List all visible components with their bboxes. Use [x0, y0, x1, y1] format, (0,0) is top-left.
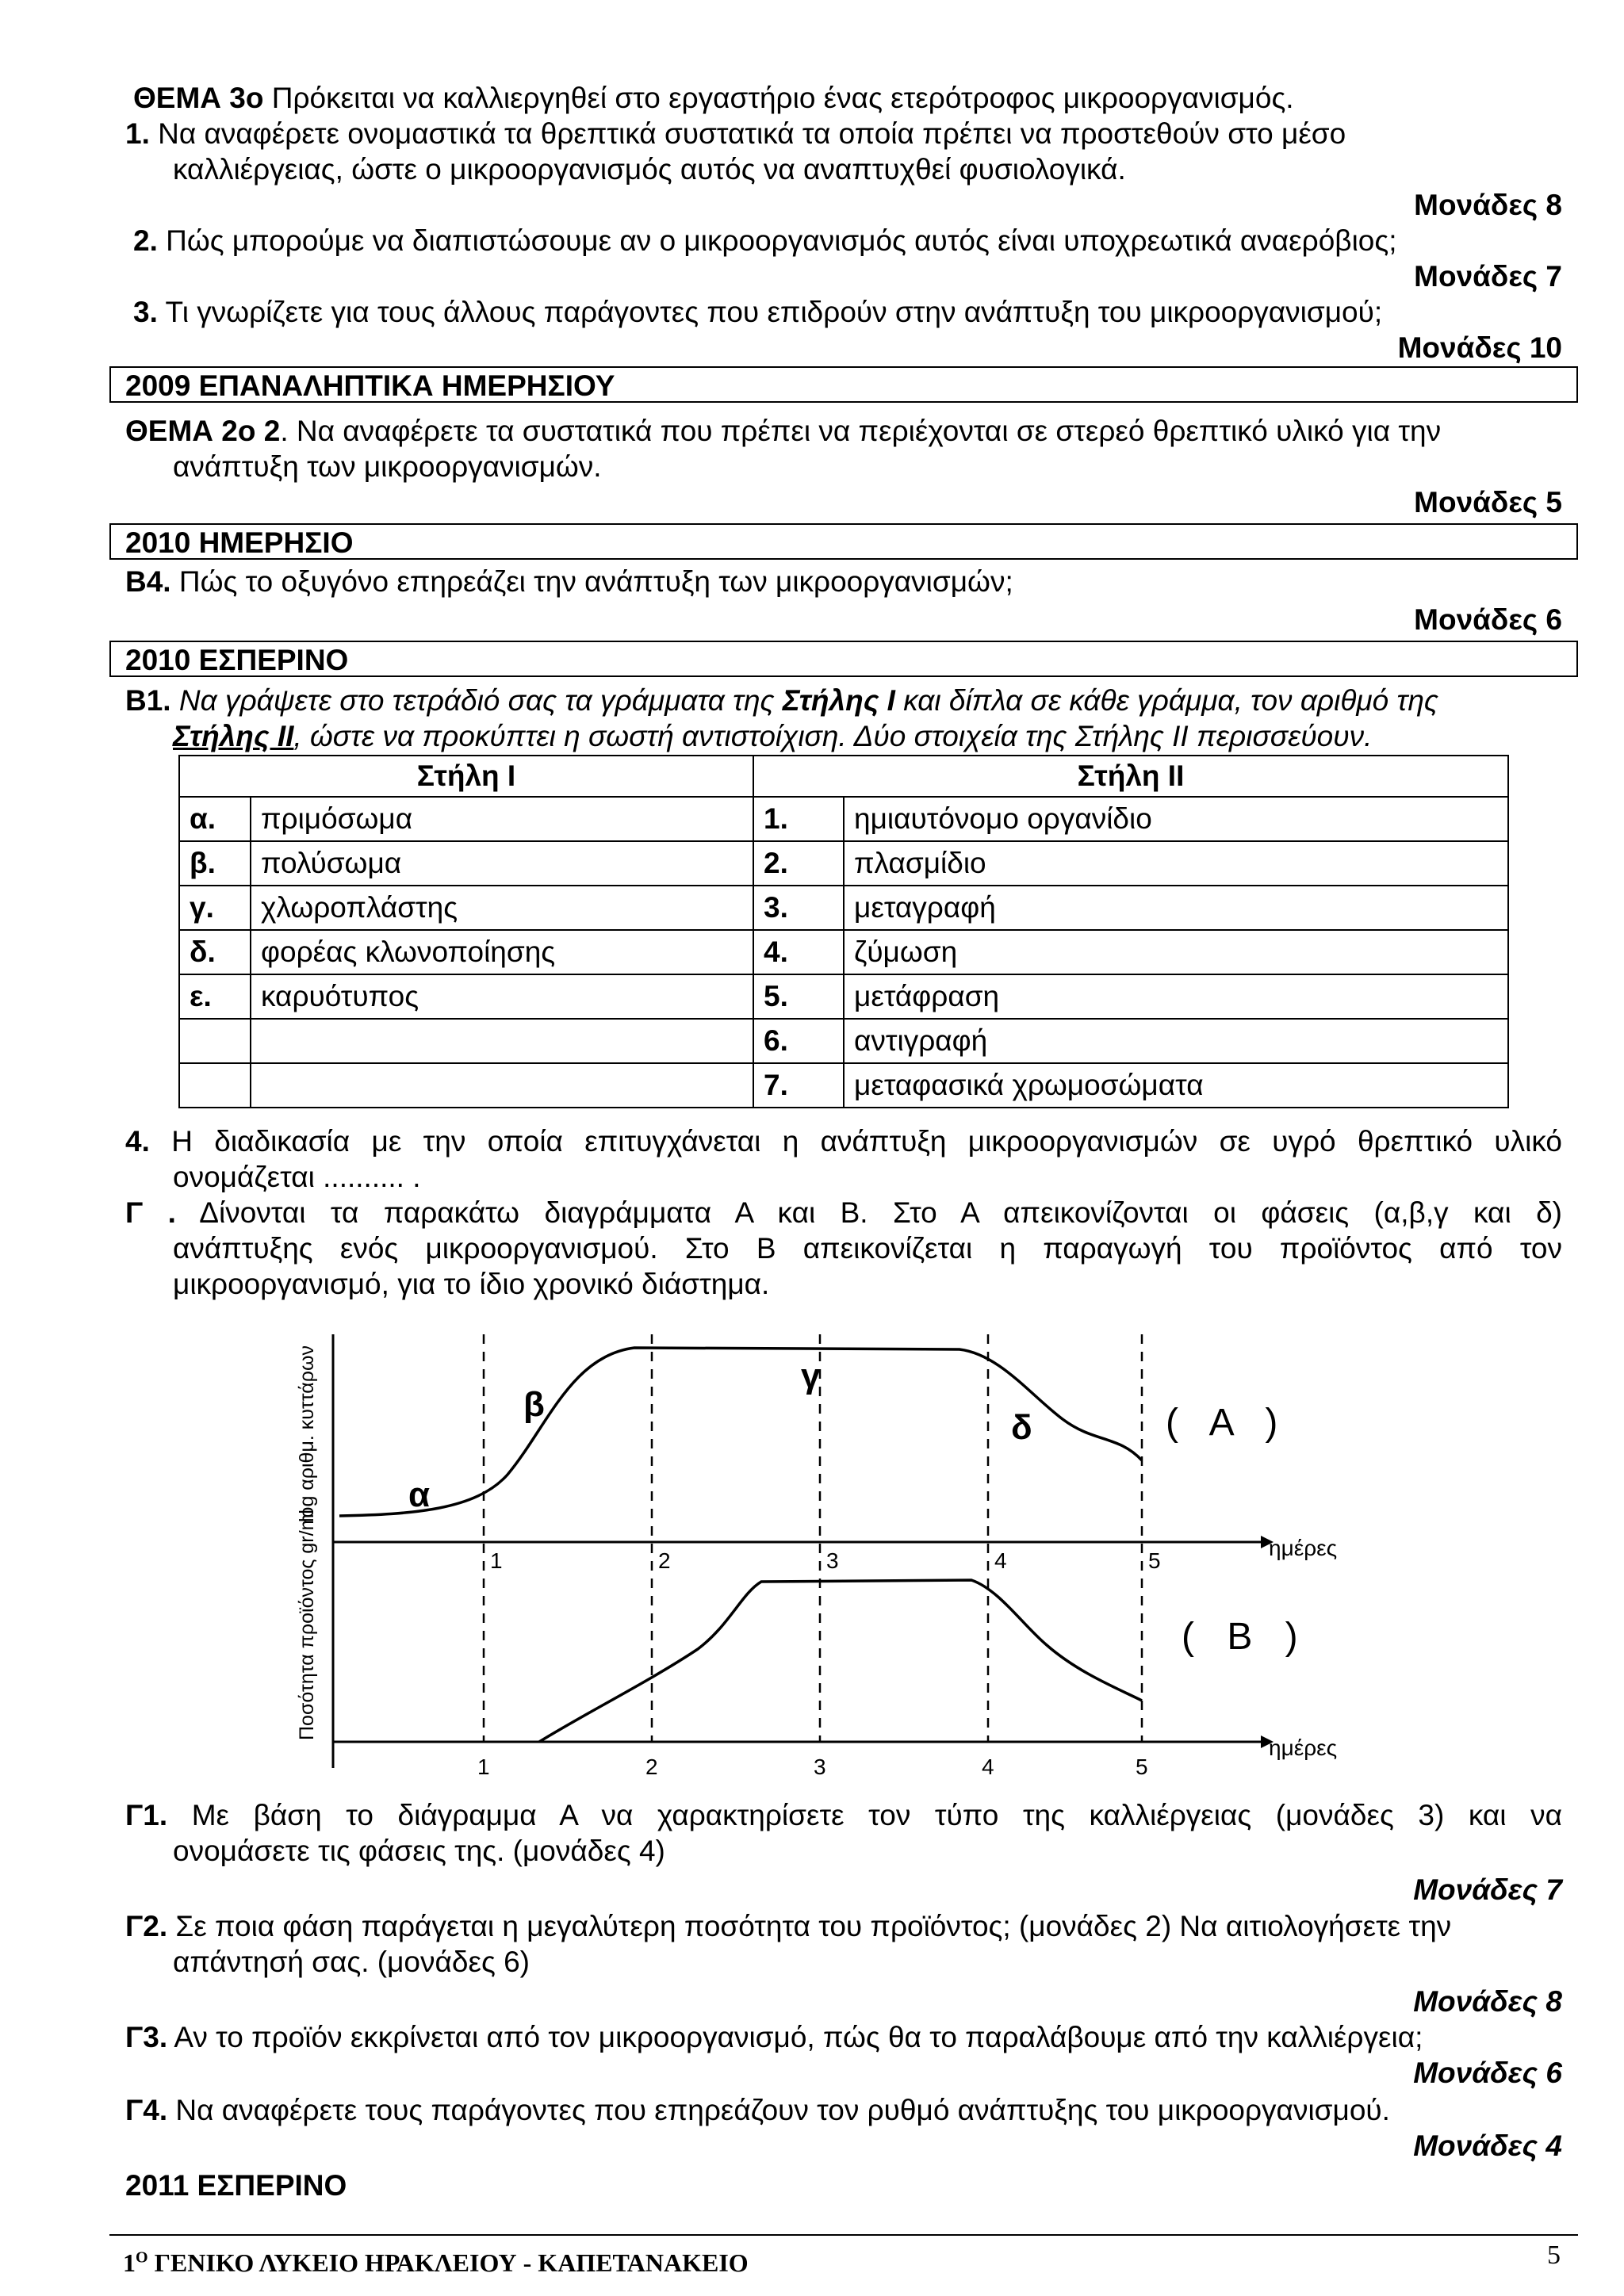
col2-value: πλασμίδιο: [844, 841, 1508, 886]
q-number: 2.: [133, 224, 158, 257]
section-header-2011: 2011 ΕΣΠΕΡΙΝΟ: [125, 2169, 347, 2202]
x-tick-label-a: 5: [1148, 1548, 1161, 1573]
footer-school: [123, 2248, 749, 2278]
q-text: Η διαδικασία με την οποία επιτυγχάνεται η ανάπτυξη μικροοργανισμών σε υγρό θρεπτικό υλικό: [149, 1125, 1562, 1158]
col2-value: μεταγραφή: [844, 886, 1508, 930]
q-label: Γ1.: [125, 1799, 168, 1831]
col2-key: 3.: [753, 886, 844, 930]
col2-key: 2.: [753, 841, 844, 886]
phase-label-delta: δ: [1011, 1408, 1032, 1447]
col2-key: 4.: [753, 930, 844, 974]
day-gridlines: [477, 1334, 1161, 1779]
column-header-2: Στήλη ΙΙ: [753, 756, 1508, 797]
q-label: Β1.: [125, 684, 171, 717]
phase-label-beta: β: [523, 1385, 545, 1424]
q-text: Σε ποια φάση παράγεται η μεγαλύτερη ποσότητα του προϊόντος; (μονάδες 2) Να αιτιολογήσετε την: [167, 1910, 1452, 1942]
x-tick-label-b: 3: [814, 1755, 826, 1779]
section-header-2009: 2009 ΕΠΑΝΑΛΗΠΤΙΚΑ ΗΜΕΡΗΣΙΟΥ: [109, 366, 1578, 403]
q-text: Τι γνωρίζετε για τους άλλους παράγοντες που επιδρούν στην ανάπτυξη του μικροοργανισμού;: [157, 296, 1383, 328]
points-label: Μονάδες 6: [1414, 603, 1562, 636]
q-text: Με βάση το διάγραμμα Α να χαρακτηρίσετε τον τύπο της καλλιέργειας (μονάδες 3) και να: [167, 1799, 1562, 1831]
points-label: Μονάδες 7: [1414, 260, 1562, 293]
q-text: Να αναφέρετε τους παράγοντες που επηρεάζουν τον ρυθμό ανάπτυξης του μικροοργανισμού.: [167, 2094, 1390, 2126]
thema3-q1-cont: καλλιέργειας, ώστε ο μικροοργανισμός αυτός να αναπτυχθεί φυσιολογικά.: [173, 153, 1126, 186]
footer-school-name: ΓΕΝΙΚΟ ΛΥΚΕΙΟ ΗΡΑΚΛΕΙΟΥ - ΚΑΠΕΤΑΝΑΚΕΙΟ: [147, 2248, 749, 2277]
col2-value: ζύμωση: [844, 930, 1508, 974]
q-label: Γ4.: [125, 2094, 168, 2126]
q4-question-cont: ονομάζεται .......... .: [173, 1161, 421, 1193]
col2-value: μετάφραση: [844, 974, 1508, 1019]
points-label: Μονάδες 6: [1413, 2057, 1562, 2089]
y-axis-label-b: Ποσότητα προϊόντος gr/ml: [296, 1510, 318, 1740]
graph-a: [296, 1334, 1337, 1768]
col1-value: καρυότυπος: [251, 974, 753, 1019]
col2-key: 7.: [753, 1063, 844, 1108]
q-text-bold: Στήλης ΙΙ: [173, 720, 294, 752]
col2-value: μεταφασικά χρωμοσώματα: [844, 1063, 1508, 1108]
points-label: Μονάδες 8: [1413, 1985, 1562, 2018]
product-curve-b: [539, 1580, 1142, 1742]
g1-question: [125, 1798, 1562, 1833]
phase-label-gamma: γ: [801, 1357, 821, 1395]
x-axis-label-a: ημέρες: [1269, 1536, 1338, 1560]
x-tick-label-b: 1: [477, 1755, 490, 1779]
q-text: Δίνονται τα παρακάτω διαγράμματα Α και Β. Στο Α απεικονίζονται οι φάσεις (α,β,γ και δ): [175, 1196, 1562, 1229]
x-tick-label-a: 1: [490, 1548, 503, 1573]
phase-label-alpha: α: [408, 1475, 431, 1514]
q-text: . Να αναφέρετε τα συστατικά που πρέπει να περιέχονται σε στερεό θρεπτικό υλικό για την: [280, 415, 1442, 447]
q-label: ΘΕΜΑ 2ο 2: [125, 415, 281, 447]
col2-key: 1.: [753, 797, 844, 841]
q-text-bold: Στήλης Ι: [782, 684, 895, 717]
g3-question: [125, 2020, 1423, 2055]
col1-key: ε.: [179, 974, 251, 1019]
footer-divider: [109, 2234, 1578, 2236]
x-tick-label-b: 4: [982, 1755, 994, 1779]
g-intro-cont2: μικροοργανισμό, για το ίδιο χρονικό διάστημα.: [173, 1268, 770, 1300]
graph-b: [296, 1510, 1337, 1760]
q-text: , ώστε να προκύπτει η σωστή αντιστοίχιση. Δύο στοιχεία της Στήλης ΙΙ περισσεύουν.: [293, 720, 1373, 752]
graph-a-title: ( Α ): [1166, 1402, 1289, 1444]
q-text: και δίπλα σε κάθε γράμμα, τον αριθμό της: [894, 684, 1438, 717]
q-label: Γ2.: [125, 1910, 168, 1942]
g1-question-cont: ονομάσετε τις φάσεις της. (μονάδες 4): [173, 1835, 665, 1867]
q-text: Πώς μπορούμε να διαπιστώσουμε αν ο μικροοργανισμός αυτός είναι υποχρεωτικά αναερόβιος;: [157, 224, 1397, 257]
points-label: Μονάδες 7: [1413, 1873, 1562, 1906]
y-axis-label-a: log αριθμ. κυττάρων: [296, 1345, 318, 1522]
x-tick-label-b: 5: [1136, 1755, 1148, 1779]
q-label: Β4.: [125, 565, 171, 598]
points-label: Μονάδες 5: [1414, 486, 1562, 519]
q-label: Γ3.: [125, 2021, 168, 2053]
footer-sup: Ο: [136, 2248, 148, 2267]
q-text: Αν το προϊόν εκκρίνεται από τον μικροοργανισμό, πώς θα το παραλάβουμε από την καλλιέργεια;: [167, 2021, 1423, 2053]
q-text: ανάπτυξης ενός μικροοργανισμού. Στο Β απεικονίζεται η παραγωγή του προϊόντος από τον: [173, 1232, 1562, 1265]
x-tick-label-b: 2: [645, 1755, 658, 1779]
footer-num: 1: [123, 2248, 136, 2277]
section-header-2010-evening: 2010 ΕΣΠΕΡΙΝΟ: [109, 641, 1578, 677]
g4-question: [125, 2093, 1390, 2128]
q-text: Πώς το οξυγόνο επηρεάζει την ανάπτυξη των μικροοργανισμών;: [170, 565, 1013, 598]
sec2009-question-cont: ανάπτυξη των μικροοργανισμών.: [173, 450, 602, 483]
q-text: Να γράψετε στο τετράδιό σας τα γράμματα της: [170, 684, 783, 717]
q-text: Να αναφέρετε ονομαστικά τα θρεπτικά συστατικά τα οποία πρέπει να προστεθούν στο μέσο: [149, 117, 1346, 150]
points-label: Μονάδες 8: [1414, 189, 1562, 221]
q-number: 1.: [125, 117, 150, 150]
col2-key: 6.: [753, 1019, 844, 1063]
q-label: 4.: [125, 1125, 150, 1158]
q-number: 3.: [133, 296, 158, 328]
section-header-2010-day: 2010 ΗΜΕΡΗΣΙΟ: [109, 523, 1578, 560]
page-number: 5: [1547, 2241, 1561, 2270]
col1-key: β.: [179, 841, 251, 886]
x-axis-label-b: ημέρες: [1269, 1735, 1338, 1760]
col2-key: 5.: [753, 974, 844, 1019]
col2-value: αντιγραφή: [844, 1019, 1508, 1063]
col1-value: πολύσωμα: [251, 841, 753, 886]
q-label: Γ .: [125, 1196, 176, 1229]
col1-value: πριμόσωμα: [251, 797, 753, 841]
points-label: Μονάδες 4: [1413, 2130, 1562, 2162]
col1-value: φορέας κλωνοποίησης: [251, 930, 753, 974]
graph-b-title: ( Β ): [1182, 1616, 1309, 1658]
thema3-intro-text: Πρόκειται να καλλιεργηθεί στο εργαστήριο ένας ετερότροφος μικροοργανισμός.: [263, 82, 1294, 114]
thema3-title: ΘΕΜΑ 3ο: [133, 82, 264, 114]
x-tick-label-a: 4: [994, 1548, 1007, 1573]
col2-value: ημιαυτόνομο οργανίδιο: [844, 797, 1508, 841]
col1-key: α.: [179, 797, 251, 841]
col1-value: χλωροπλάστης: [251, 886, 753, 930]
column-header-1: Στήλη Ι: [179, 756, 753, 797]
x-tick-label-a: 3: [826, 1548, 839, 1573]
x-tick-label-a: 2: [658, 1548, 671, 1573]
g2-question: [125, 1909, 1451, 1944]
col1-key: γ.: [179, 886, 251, 930]
col1-key: δ.: [179, 930, 251, 974]
g2-question-cont: απάντησή σας. (μονάδες 6): [173, 1946, 530, 1978]
points-label: Μονάδες 10: [1397, 331, 1562, 364]
